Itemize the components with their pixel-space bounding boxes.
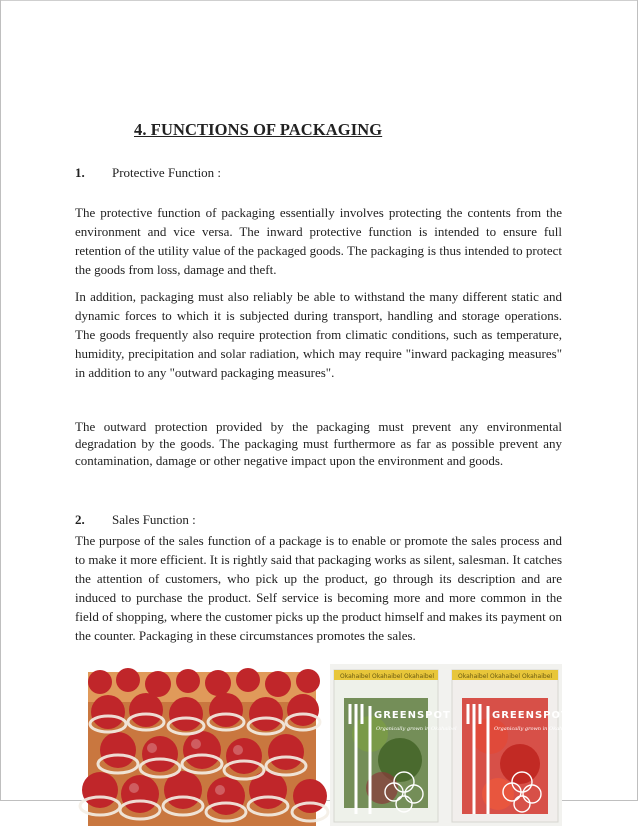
paragraph-sales: The purpose of the sales function of a package is to enable or promote the sales process and to make it more efficient. It is rightly said that packaging works as silent, salesman. It catches the attention of customers, who pick up the product, go through its description and are induced to purchase the product. Self service is becoming more and more common in the field of shopping, where the customer picks up the product himself and makes its payment on the counter. Packaging in these circumstances promotes the sales. — [75, 533, 562, 643]
greenspot-packaged-produce-photo — [330, 664, 575, 826]
paragraph-protective-2: In addition, packaging must also reliably be able to withstand the many different static and dynamic forces to which it is subjected during transport, handling and storage operations. The goods frequently also require protection from climatic conditions, such as temperature, humidity, precipitation and solar radiation, which may require "inward packaging measures" in addition to any "outward packaging measures". — [75, 289, 562, 380]
bag-band-text: Okahaibel Okahaibel Okahaibel — [340, 673, 435, 680]
section-number: 1. — [75, 165, 85, 180]
section-label: Protective Function : — [112, 165, 222, 180]
section-heading-sales — [75, 512, 196, 528]
paragraph-protective-1: The protective function of packaging essentially involves protecting the contents from the environment and vice versa. The inward protective function is intended to ensure full retention of the utility value of the packaged goods. The packaging is thus intended to protect the goods from loss, damage and theft. — [75, 205, 562, 277]
bag-tagline-right: Organically grown in Okahaibel — [494, 726, 575, 732]
bag-brand-left: GREENSPOT — [374, 710, 451, 721]
page-border-left — [0, 0, 1, 800]
section-heading-protective — [75, 165, 221, 181]
paragraph-protective-3: The outward protection provided by the packaging must prevent any environmental degradation by the goods. The packaging must furthermore as far as possible prevent any contamination, damage or other negative impact upon the environment and goods. — [75, 419, 562, 468]
bag-band-text: Okahaibel Okahaibel Okahaibel — [458, 673, 553, 680]
page-title: 4. FUNCTIONS OF PACKAGING — [134, 120, 383, 139]
apples-foam-net-photo — [88, 672, 316, 826]
page-border-top — [0, 0, 638, 1]
bag-brand-right: GREENSPOT — [492, 710, 569, 721]
section-number: 2. — [75, 512, 85, 527]
section-label: Sales Function : — [112, 512, 196, 527]
bag-tagline-left: Organically grown in Okahaibel — [376, 726, 457, 732]
